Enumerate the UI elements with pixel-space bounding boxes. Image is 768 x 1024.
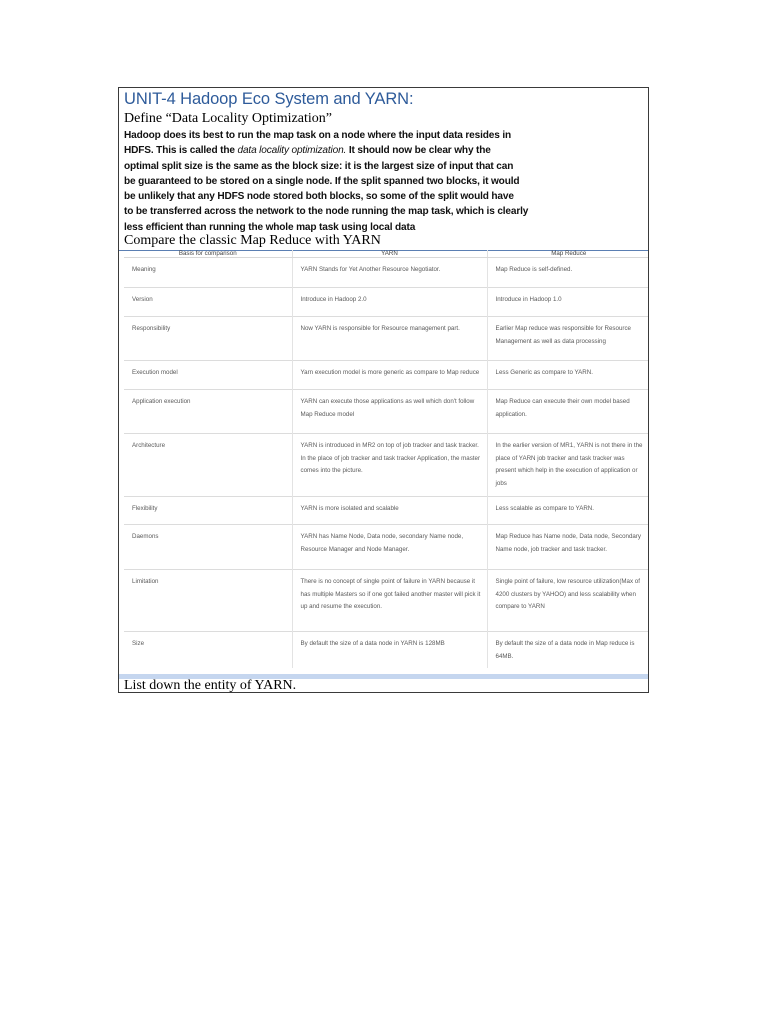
map-reduce-cell: Less scalable as compare to YARN.: [487, 497, 649, 525]
comparison-table: [124, 250, 649, 668]
basis-cell: Flexibility: [124, 497, 292, 525]
yarn-cell: Introduce in Hadoop 2.0: [292, 288, 487, 317]
table-header-row: [124, 250, 649, 258]
yarn-cell: Yarn execution model is more generic as compare to Map reduce: [292, 361, 487, 390]
basis-cell: Limitation: [124, 570, 292, 632]
map-reduce-cell: Less Generic as compare to YARN.: [487, 361, 649, 390]
yarn-cell: YARN has Name Node, Data node, secondary Name node, Resource Manager and Node Manager.: [292, 525, 487, 570]
basis-cell: Application execution: [124, 390, 292, 434]
basis-cell: Version: [124, 288, 292, 317]
map-reduce-cell: Map Reduce can execute their own model based application.: [487, 390, 649, 434]
table-row: [124, 288, 649, 317]
table-row: [124, 390, 649, 434]
table-row: [124, 632, 649, 668]
define-question-heading: Define “Data Locality Optimization”: [124, 111, 332, 126]
yarn-cell: YARN can execute those applications as well which don't follow Map Reduce model: [292, 390, 487, 434]
map-reduce-cell: By default the size of a data node in Map reduce is 64MB.: [487, 632, 649, 668]
paragraph-line: less efficient than running the whole map task using local data: [124, 221, 416, 233]
paragraph-text: It should now be clear why the: [346, 145, 491, 157]
map-reduce-cell: Map Reduce has Name node, Data node, Secondary Name node, job tracker and task tracker.: [487, 525, 649, 570]
paragraph-line: Hadoop does its best to run the map task on a node where the input data resides in: [124, 130, 512, 141]
map-reduce-cell: Earlier Map reduce was responsible for Resource Management as well as data processing: [487, 317, 649, 361]
map-reduce-cell: In the earlier version of MR1, YARN is not there in the place of YARN job tracker and task tracker was present which help in the execution of application or jobs: [487, 434, 649, 497]
basis-cell: Responsibility: [124, 317, 292, 361]
comparison-table-image: [119, 250, 649, 674]
table-row: [124, 525, 649, 570]
table-row: [124, 258, 649, 288]
paragraph-line: be unlikely that any HDFS node stored both blocks, so some of the split would have: [124, 191, 514, 203]
table-row: [124, 497, 649, 525]
basis-cell: Size: [124, 632, 292, 668]
basis-cell: Execution model: [124, 361, 292, 390]
data-locality-paragraph: [124, 128, 644, 235]
compare-question-heading: Compare the classic Map Reduce with YARN: [124, 233, 381, 248]
basis-cell: Daemons: [124, 525, 292, 570]
paragraph-line: optimal split size is the same as the block size: it is the largest size of input that can: [124, 160, 514, 172]
header-yarn: YARN: [292, 250, 487, 258]
list-question-heading: List down the entity of YARN.: [124, 678, 297, 693]
yarn-cell: Now YARN is responsible for Resource management part.: [292, 317, 487, 361]
header-map-reduce: Map Reduce: [487, 250, 649, 258]
table-row: [124, 434, 649, 497]
table-row: [124, 570, 649, 632]
yarn-cell: YARN Stands for Yet Another Resource Negotiator.: [292, 258, 487, 288]
map-reduce-cell: Map Reduce is self-defined.: [487, 258, 649, 288]
yarn-cell: By default the size of a data node in YARN is 128MB: [292, 632, 487, 668]
unit-title: UNIT-4 Hadoop Eco System and YARN:: [124, 90, 414, 108]
paragraph-line: be guaranteed to be stored on a single node. If the split spanned two blocks, it would: [124, 175, 520, 187]
table-row: [124, 317, 649, 361]
map-reduce-cell: Introduce in Hadoop 1.0: [487, 288, 649, 317]
table-row: [124, 361, 649, 390]
yarn-cell: YARN is introduced in MR2 on top of job tracker and task tracker. In the place of job tracker and task tracker Application, the master comes into the picture.: [292, 434, 487, 497]
paragraph-line: [124, 143, 644, 158]
paragraph-line: to be transferred across the network to the node running the map task, which is clearly: [124, 206, 529, 218]
yarn-cell: YARN is more isolated and scalable: [292, 497, 487, 525]
basis-cell: Architecture: [124, 434, 292, 497]
map-reduce-cell: Single point of failure, low resource utilization(Max of 4200 clusters by YAHOO) and less scalability when compare to YARN: [487, 570, 649, 632]
document-frame: [118, 87, 649, 693]
paragraph-italic-term: data locality optimization.: [237, 145, 347, 157]
basis-cell: Meaning: [124, 258, 292, 288]
paragraph-text: HDFS. This is called the: [124, 145, 238, 157]
yarn-cell: There is no concept of single point of failure in YARN because it has multiple Masters so if one got failed another master will pick it up and resume the execution.: [292, 570, 487, 632]
header-basis: Basis for comparison: [124, 250, 292, 258]
